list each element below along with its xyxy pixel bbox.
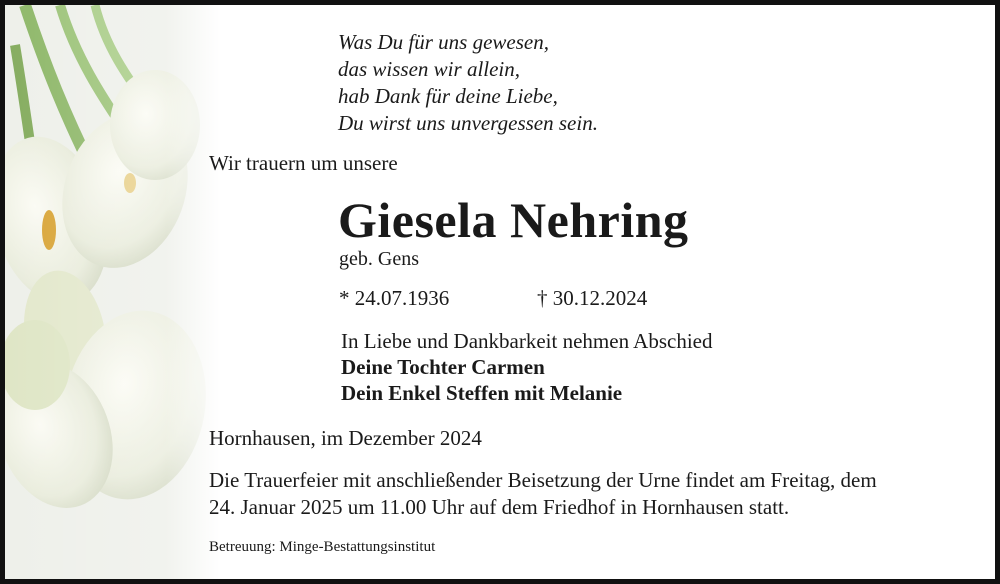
poem-line: Du wirst uns unvergessen sein. — [338, 111, 598, 135]
place-date: Hornhausen, im Dezember 2024 — [209, 426, 482, 450]
death-date: † 30.12.2024 — [537, 286, 648, 310]
maiden-name: geb. Gens — [339, 248, 419, 270]
mourner-grandson: Dein Enkel Steffen mit Melanie — [341, 381, 623, 405]
farewell-line: In Liebe und Dankbarkeit nehmen Abschied — [341, 329, 713, 353]
calla-lily-image — [5, 5, 220, 584]
ceremony-line: 24. Januar 2025 um 11.00 Uhr auf dem Friedhof in Hornhausen statt. — [209, 495, 790, 519]
intro-text: Wir trauern um unsere — [209, 151, 398, 175]
birth-date: * 24.07.1936 — [339, 286, 450, 310]
poem-line: hab Dank für deine Liebe, — [338, 84, 558, 108]
deceased-name: Giesela Nehring — [338, 192, 689, 248]
funeral-home: Betreuung: Minge-Bestattungsinstitut — [209, 539, 436, 555]
poem-line: Was Du für uns gewesen, — [338, 30, 549, 54]
ceremony-info — [209, 467, 969, 521]
poem-line: das wissen wir allein, — [338, 57, 521, 81]
mourner-daughter: Deine Tochter Carmen — [341, 355, 545, 379]
ceremony-line: Die Trauerfeier mit anschließender Beisetzung der Urne findet am Freitag, dem — [209, 468, 877, 492]
farewell-block — [341, 328, 712, 406]
poem — [338, 29, 598, 137]
